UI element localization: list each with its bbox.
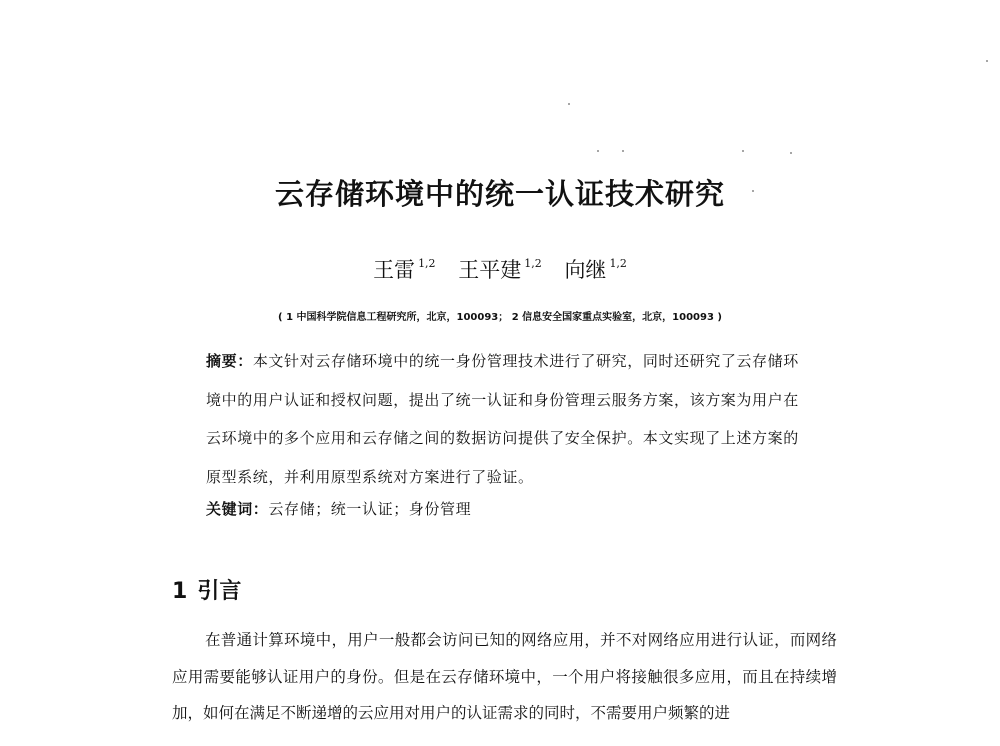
author-2 [458, 254, 542, 284]
keywords-text: 云存储；统一认证；身份管理 [268, 500, 472, 518]
scan-speck [986, 60, 988, 62]
scan-speck [742, 150, 744, 152]
scan-speck [597, 150, 599, 152]
affiliations: ( 1 中国科学院信息工程研究所，北京，100093； 2 信息安全国家重点实验室，北京，100093 ) [278, 312, 722, 323]
author-name: 王雷 [373, 258, 416, 282]
section-heading [172, 574, 241, 605]
author-name: 向继 [564, 258, 607, 282]
author-name: 王平建 [458, 258, 522, 282]
author-affil-mark: 1,2 [524, 257, 542, 270]
abstract [206, 342, 811, 496]
author-1 [373, 254, 436, 284]
scan-speck [568, 103, 570, 105]
section-body: 在普通计算环境中，用户一般都会访问已知的网络应用，并不对网络应用进行认证，而网络应用需要能够认证用户的身份。但是在云存储环境中，一个用户将接触很多应用，而且在持续增加，如何在满足不断递增的云应用对用户的认证需求的同时，不需要用户频繁的进 [172, 631, 837, 722]
section-number: 1 [172, 579, 188, 604]
scan-speck [622, 150, 624, 152]
abstract-text: 本文针对云存储环境中的统一身份管理技术进行了研究，同时还研究了云存储环境中的用户认证和授权问题，提出了统一认证和身份管理云服务方案，该方案为用户在云环境中的多个应用和云存储之间的数据访问提供了安全保护。本文实现了上述方案的原型系统，并利用原型系统对方案进行了验证。 [206, 352, 799, 486]
author-affil-mark: 1,2 [609, 257, 627, 270]
paper-title: 云存储环境中的统一认证技术研究 [274, 177, 725, 211]
author-list [0, 254, 1000, 284]
abstract-label: 摘要： [206, 352, 253, 370]
author-3 [564, 254, 627, 284]
keywords [206, 494, 811, 524]
section-title: 引言 [197, 578, 242, 604]
author-affil-mark: 1,2 [418, 257, 436, 270]
keywords-label: 关键词： [206, 500, 269, 518]
scan-speck [790, 152, 792, 154]
